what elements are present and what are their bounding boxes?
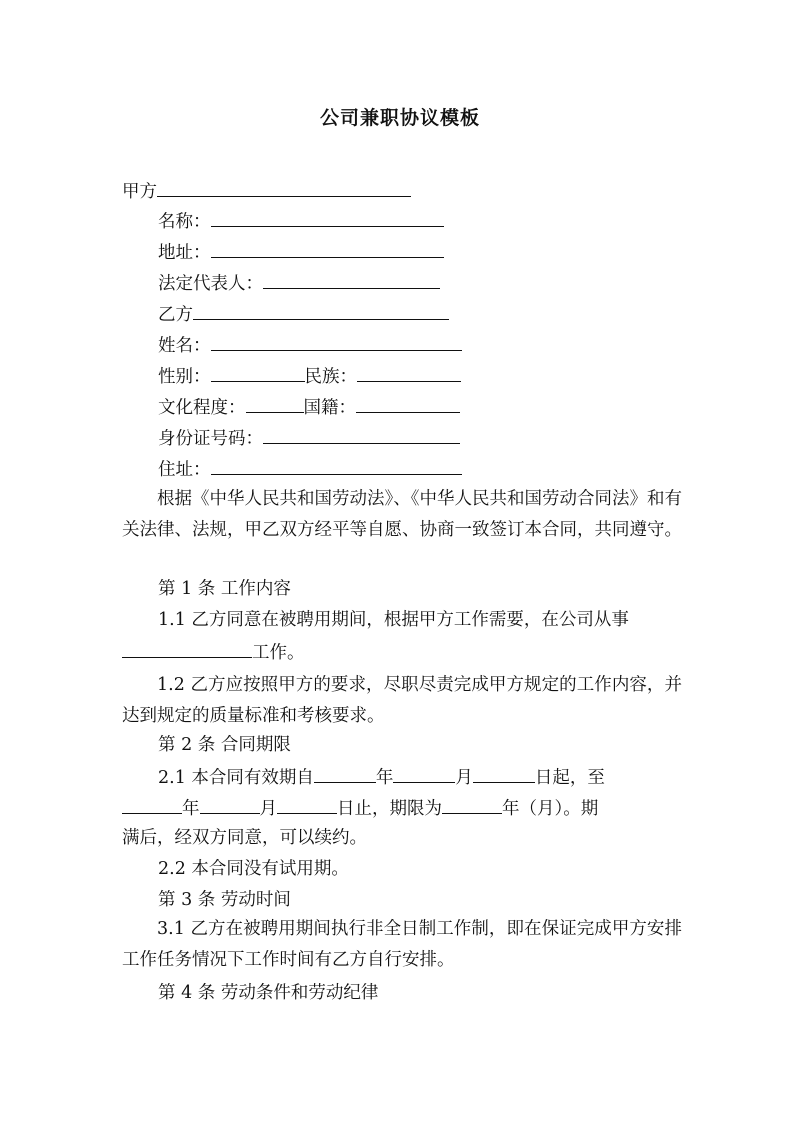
article1-clause1-line1: 1.1 乙方同意在被聘用期间，根据甲方工作需要，在公司从事 [158, 610, 629, 630]
party-b-id-label: 身份证号码： [158, 429, 263, 449]
start-year-blank[interactable] [314, 764, 376, 783]
party-b-name-line [158, 332, 462, 358]
article2-heading: 第 2 条 合同期限 [158, 735, 291, 755]
party-a-name-label: 名称： [158, 212, 211, 232]
party-b-gender-label: 性别： [158, 367, 211, 387]
period-blank[interactable] [442, 795, 502, 814]
document-title: 公司兼职协议模板 [319, 107, 480, 129]
month-label: 月 [259, 799, 277, 819]
party-b-id-line [158, 425, 460, 451]
party-b-address-label: 住址： [158, 460, 211, 480]
intro-text: 根据《中华人民共和国劳动法》、《中华人民共和国劳动合同法》和有关法律、法规，甲乙双方经平等自愿、协商一致签订本合同，共同遵守。 [122, 489, 682, 540]
party-b-address-blank[interactable] [211, 456, 462, 475]
end-day-blank[interactable] [277, 795, 337, 814]
party-a-name-blank[interactable] [211, 208, 444, 227]
party-a-address-blank[interactable] [211, 239, 444, 258]
party-b-name-blank[interactable] [211, 332, 462, 351]
article1-clause1-line2 [122, 639, 305, 665]
party-b-education-blank[interactable] [246, 394, 304, 413]
day-from-label: 日起，至 [534, 768, 605, 788]
period-unit-label: 年（月）。期 [502, 799, 599, 819]
party-b-gender-line [158, 363, 461, 389]
job-blank[interactable] [122, 639, 252, 658]
year-label: 年 [375, 768, 394, 788]
start-month-blank[interactable] [393, 764, 455, 783]
article2-clause1-line2 [122, 795, 598, 821]
party-b-label: 乙方 [158, 305, 193, 325]
party-b-nationality-label: 国籍： [303, 398, 356, 418]
party-a-line [122, 178, 411, 204]
article4-heading: 第 4 条 劳动条件和劳动纪律 [158, 983, 379, 1003]
article3-clause1-text: 3.1 乙方在被聘用期间执行非全日制工作制，即在保证完成甲方安排工作任务情况下工作时间有乙方自行安排。 [122, 919, 682, 970]
article3-heading: 第 3 条 劳动时间 [158, 890, 291, 910]
article1-clause2-text: 1.2 乙方应按照甲方的要求，尽职尽责完成甲方规定的工作内容，并达到规定的质量标准和考核要求。 [122, 675, 682, 726]
party-a-rep-line [158, 270, 440, 296]
day-to-label: 日止，期限为 [337, 799, 442, 819]
party-b-line [158, 301, 449, 327]
party-b-name-label: 姓名： [158, 336, 211, 356]
article2-clause2: 2.2 本合同没有试用期。 [158, 859, 349, 879]
party-b-education-line [158, 394, 460, 420]
article3-clause1 [122, 914, 682, 976]
intro-paragraph [122, 484, 682, 546]
end-month-blank[interactable] [200, 795, 260, 814]
party-b-gender-blank[interactable] [211, 363, 305, 382]
start-day-blank[interactable] [473, 764, 535, 783]
party-a-blank[interactable] [157, 178, 411, 197]
party-a-address-label: 地址： [158, 243, 211, 263]
party-a-name-line [158, 208, 444, 234]
article1-clause1-end: 工作。 [252, 643, 305, 663]
end-year-blank[interactable] [122, 795, 182, 814]
party-a-rep-label: 法定代表人： [158, 274, 263, 294]
party-b-id-blank[interactable] [263, 425, 460, 444]
party-b-ethnicity-label: 民族： [304, 367, 357, 387]
party-b-address-line [158, 456, 462, 482]
article1-clause2 [122, 670, 682, 732]
party-a-label: 甲方 [122, 182, 157, 202]
article2-clause1-line1 [158, 764, 605, 790]
month-label: 月 [455, 768, 473, 788]
party-b-nationality-blank[interactable] [356, 394, 460, 413]
party-a-address-line [158, 239, 444, 265]
year-label: 年 [182, 799, 200, 819]
party-b-education-label: 文化程度： [158, 398, 246, 418]
article2-clause1-line3: 满后，经双方同意，可以续约。 [122, 828, 367, 848]
article2-clause1-start: 2.1 本合同有效期自 [158, 768, 314, 788]
party-b-ethnicity-blank[interactable] [357, 363, 461, 382]
article1-heading: 第 1 条 工作内容 [158, 579, 291, 599]
party-a-rep-blank[interactable] [263, 270, 440, 289]
party-b-blank[interactable] [193, 301, 449, 320]
